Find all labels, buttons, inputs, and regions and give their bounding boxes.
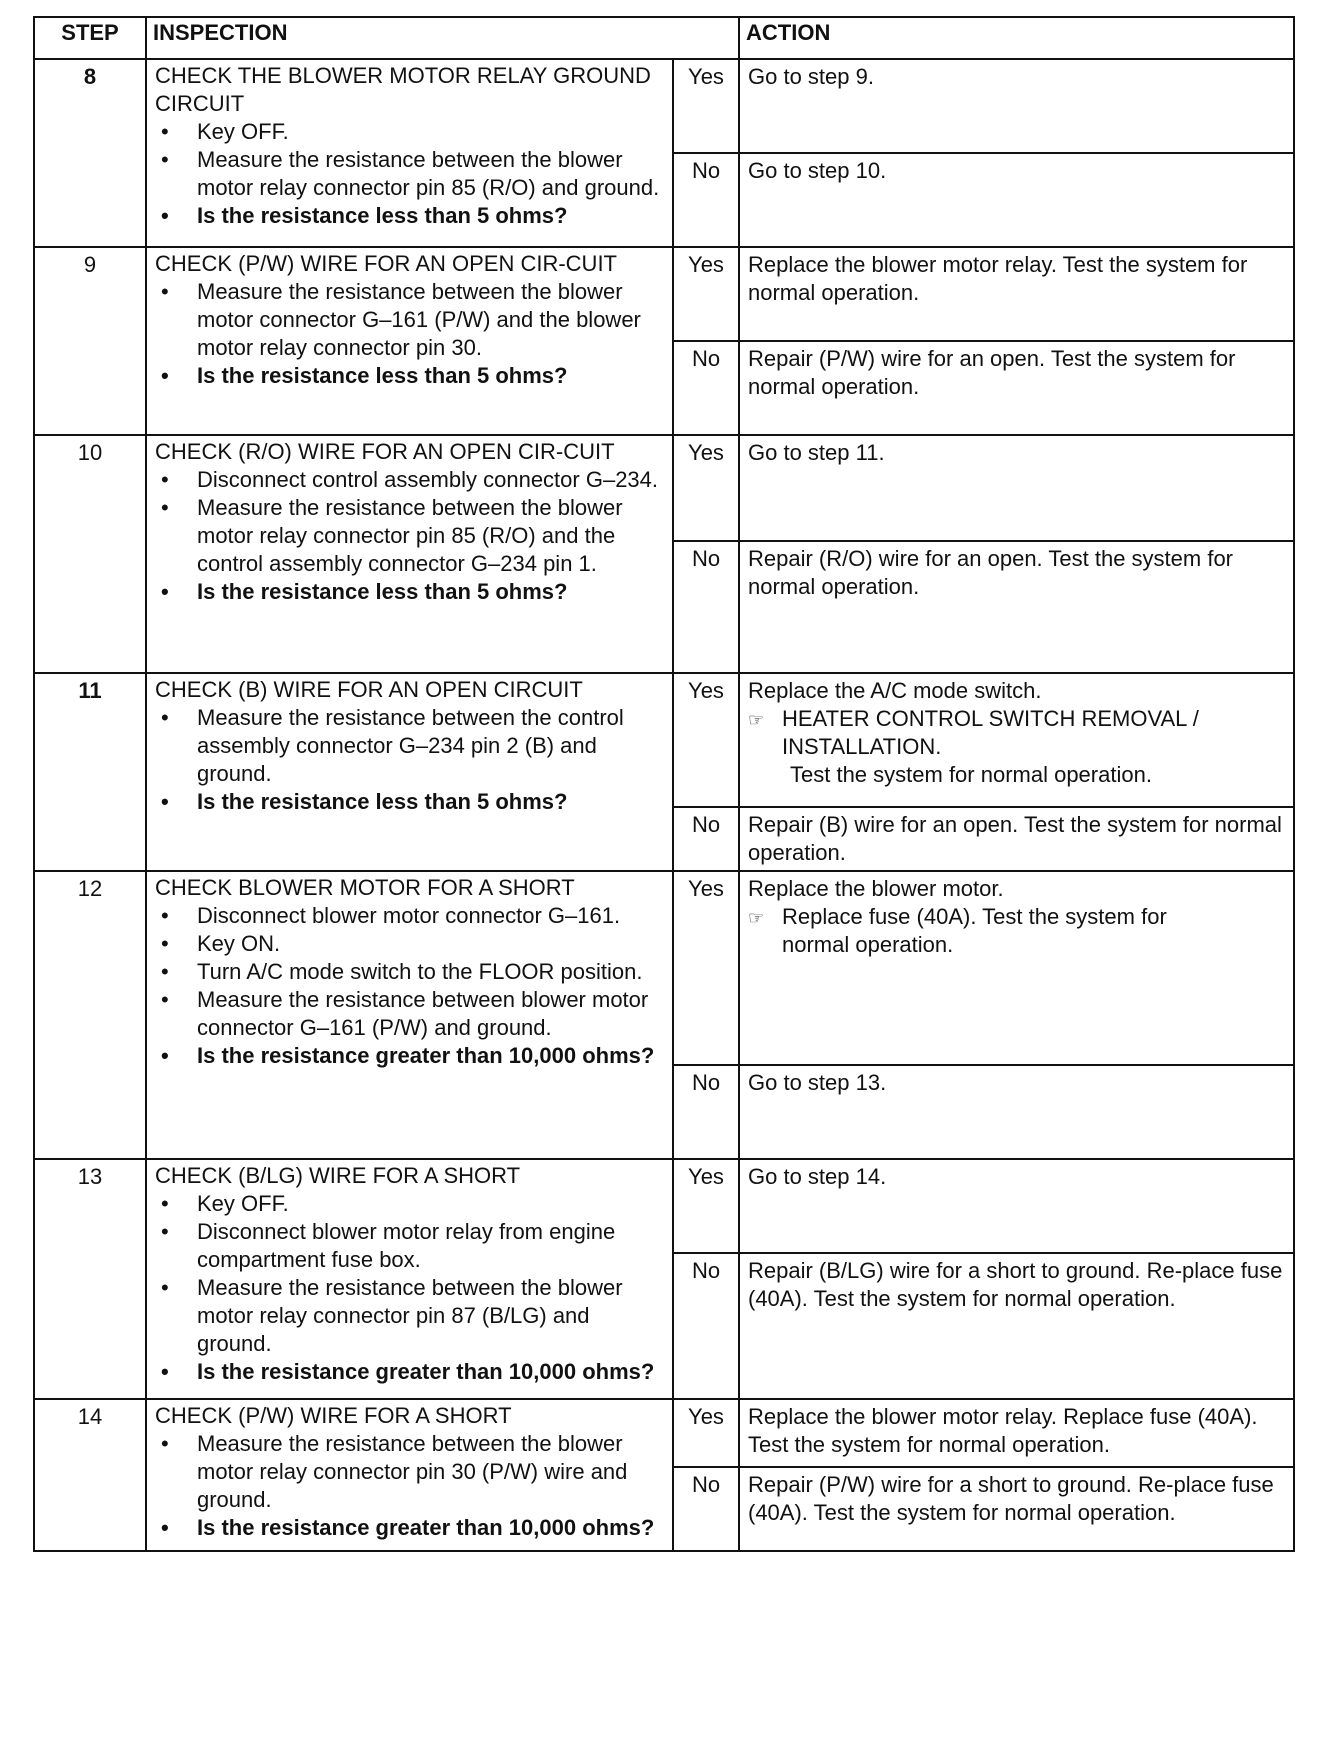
yes-label: Yes <box>673 247 739 341</box>
inspection-cell <box>146 673 673 871</box>
step-number: 10 <box>34 435 146 673</box>
header-row <box>34 17 1294 59</box>
yes-action-cell <box>739 673 1294 807</box>
inspection-title: CHECK (P/W) WIRE FOR AN OPEN CIR-CUIT <box>155 251 617 276</box>
no-action: Go to step 10. <box>739 153 1294 247</box>
troubleshooting-table <box>33 16 1295 1552</box>
no-label: No <box>673 1253 739 1399</box>
inspection-cell <box>146 871 673 1159</box>
reference-text: HEATER CONTROL SWITCH REMOVAL / INSTALLATION. <box>782 706 1199 759</box>
inspection-bullet: • Measure the resistance between the blower motor relay connector pin 30 (P/W) wire and ground. <box>155 1430 664 1514</box>
yes-label: Yes <box>673 435 739 541</box>
reference <box>748 903 1285 959</box>
reference-text: Replace fuse (40A). Test the system for normal operation. <box>782 904 1167 957</box>
yes-action: Replace the A/C mode switch. <box>748 678 1042 703</box>
inspection-title: CHECK THE BLOWER MOTOR RELAY GROUND CIRCUIT <box>155 63 651 116</box>
inspection-bullet: • Measure the resistance between the blower motor relay connector pin 85 (R/O) and ground. <box>155 146 664 202</box>
header-inspection: INSPECTION <box>146 17 739 59</box>
yes-label: Yes <box>673 1399 739 1467</box>
no-label: No <box>673 807 739 871</box>
inspection-bullet: • Measure the resistance between the control assembly connector G–234 pin 2 (B) and ground. <box>155 704 664 788</box>
no-action: Repair (P/W) wire for an open. Test the system for normal operation. <box>739 341 1294 435</box>
table-row <box>34 1159 1294 1253</box>
inspection-bullet: • Measure the resistance between the blower motor relay connector pin 85 (R/O) and the control assembly connector G–234 pin 1. <box>155 494 664 578</box>
no-label: No <box>673 153 739 247</box>
step-number: 13 <box>34 1159 146 1399</box>
no-action: Repair (B) wire for an open. Test the system for normal operation. <box>739 807 1294 871</box>
inspection-title: CHECK (B) WIRE FOR AN OPEN CIRCUIT <box>155 677 583 702</box>
yes-action: Go to step 9. <box>739 59 1294 153</box>
step-number: 12 <box>34 871 146 1159</box>
inspection-cell <box>146 435 673 673</box>
inspection-cell <box>146 247 673 435</box>
pointing-hand-icon: ☞ <box>748 908 765 928</box>
no-action: Repair (P/W) wire for a short to ground. Re-place fuse (40A). Test the system for normal operation. <box>739 1467 1294 1551</box>
yes-action: Go to step 14. <box>739 1159 1294 1253</box>
reference <box>748 705 1285 761</box>
no-action: Go to step 13. <box>739 1065 1294 1159</box>
no-label: No <box>673 1065 739 1159</box>
inspection-question: • Is the resistance greater than 10,000 ohms? <box>155 1042 664 1070</box>
step-number: 9 <box>34 247 146 435</box>
yes-label: Yes <box>673 871 739 1065</box>
table-row <box>34 435 1294 541</box>
header-step: STEP <box>34 17 146 59</box>
table-row <box>34 1399 1294 1467</box>
inspection-question: • Is the resistance less than 5 ohms? <box>155 202 664 230</box>
yes-label: Yes <box>673 59 739 153</box>
yes-action: Replace the blower motor relay. Replace fuse (40A). Test the system for normal operation. <box>739 1399 1294 1467</box>
step-number: 14 <box>34 1399 146 1551</box>
table-row <box>34 673 1294 807</box>
inspection-bullet: • Turn A/C mode switch to the FLOOR position. <box>155 958 664 986</box>
inspection-cell <box>146 1399 673 1551</box>
yes-action: Replace the blower motor relay. Test the system for normal operation. <box>739 247 1294 341</box>
inspection-title: CHECK (B/LG) WIRE FOR A SHORT <box>155 1163 521 1188</box>
step-number: 8 <box>34 59 146 247</box>
yes-action-cell <box>739 871 1294 1065</box>
inspection-bullet: • Measure the resistance between blower motor connector G–161 (P/W) and ground. <box>155 986 664 1042</box>
inspection-question: • Is the resistance less than 5 ohms? <box>155 788 664 816</box>
table-row <box>34 247 1294 341</box>
yes-label: Yes <box>673 673 739 807</box>
inspection-bullet: • Key ON. <box>155 930 664 958</box>
table-row <box>34 59 1294 153</box>
inspection-bullet: • Disconnect blower motor connector G–161. <box>155 902 664 930</box>
yes-label: Yes <box>673 1159 739 1253</box>
inspection-title: CHECK (R/O) WIRE FOR AN OPEN CIR-CUIT <box>155 439 615 464</box>
inspection-bullet: • Key OFF. <box>155 1190 664 1218</box>
no-label: No <box>673 341 739 435</box>
no-action: Repair (R/O) wire for an open. Test the system for normal operation. <box>739 541 1294 673</box>
inspection-question: • Is the resistance greater than 10,000 ohms? <box>155 1358 664 1386</box>
inspection-bullet: • Key OFF. <box>155 118 664 146</box>
inspection-cell <box>146 59 673 247</box>
inspection-bullet: • Disconnect control assembly connector G–234. <box>155 466 664 494</box>
inspection-question: • Is the resistance less than 5 ohms? <box>155 362 664 390</box>
inspection-cell <box>146 1159 673 1399</box>
no-label: No <box>673 1467 739 1551</box>
inspection-title: CHECK BLOWER MOTOR FOR A SHORT <box>155 875 575 900</box>
inspection-bullet: • Measure the resistance between the blower motor relay connector pin 87 (B/LG) and ground. <box>155 1274 664 1358</box>
inspection-title: CHECK (P/W) WIRE FOR A SHORT <box>155 1403 512 1428</box>
inspection-bullet: • Disconnect blower motor relay from engine compartment fuse box. <box>155 1218 664 1274</box>
inspection-question: • Is the resistance less than 5 ohms? <box>155 578 664 606</box>
no-action: Repair (B/LG) wire for a short to ground. Re-place fuse (40A). Test the system for normal operation. <box>739 1253 1294 1399</box>
yes-action-followup: Test the system for normal operation. <box>790 762 1152 787</box>
step-number: 11 <box>34 673 146 871</box>
header-action: ACTION <box>739 17 1294 59</box>
no-label: No <box>673 541 739 673</box>
yes-action: Replace the blower motor. <box>748 876 1004 901</box>
inspection-question: • Is the resistance greater than 10,000 ohms? <box>155 1514 664 1542</box>
inspection-bullet: • Measure the resistance between the blower motor connector G–161 (P/W) and the blower motor relay connector pin 30. <box>155 278 664 362</box>
yes-action: Go to step 11. <box>739 435 1294 541</box>
pointing-hand-icon: ☞ <box>748 710 765 730</box>
table-row <box>34 871 1294 1065</box>
